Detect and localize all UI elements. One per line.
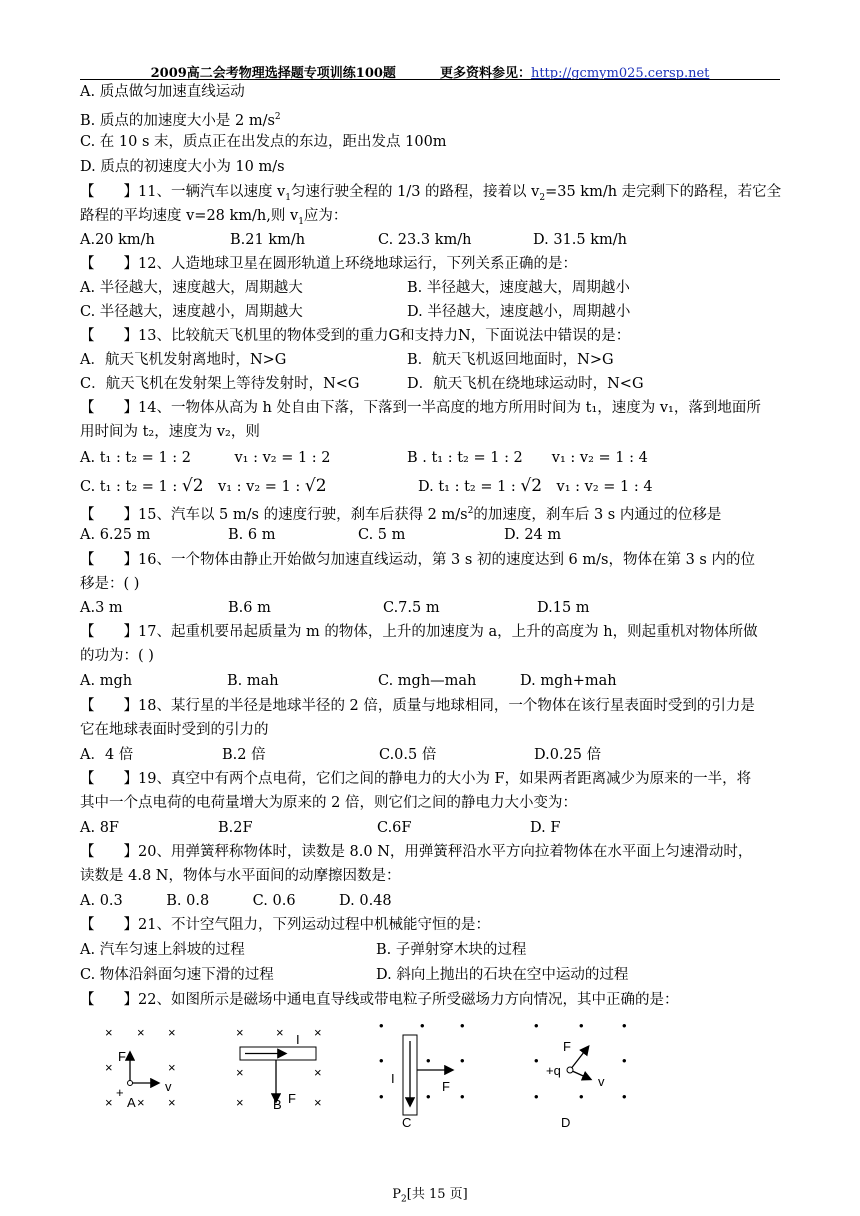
label-v: v	[165, 1079, 172, 1094]
cross-mark: ×	[168, 1095, 176, 1110]
q21-option-b: B. 子弹射穿木块的过程	[376, 942, 527, 958]
q11-option-d: D. 31.5 km/h	[533, 232, 627, 248]
label-plus-q: +q	[546, 1063, 561, 1078]
q22-panel-a	[105, 1025, 176, 1110]
q22-panel-d	[534, 1018, 627, 1130]
q14c-sqrt-b: √2	[304, 476, 327, 496]
q16-stem-1: 【 】16、一个物体由静止开始做匀加速直线运动，第 3 s 初的速度达到 6 m/s，物体在第 3 s 内的位	[80, 552, 755, 568]
q19-option-c: C.6F	[377, 820, 412, 836]
label-f: F	[442, 1079, 450, 1094]
cross-mark: ×	[236, 1025, 244, 1040]
q16-option-c: C.7.5 m	[383, 600, 440, 616]
q14-stem-1: 【 】14、一物体从高为 h 处自由下落，下落到一半高度的地方所用时间为 t₁，速度为 v₁，落到地面所	[80, 400, 761, 416]
dot-mark: •	[379, 1089, 384, 1104]
q11-t2: 1	[285, 192, 291, 203]
cross-mark: ×	[105, 1025, 113, 1040]
q14c-t2: v₁ : v₂ = 1 :	[203, 479, 305, 495]
charge-point	[128, 1081, 133, 1086]
q17-option-a: A. mgh	[80, 673, 133, 689]
label-v: v	[598, 1074, 605, 1089]
q12-option-c: C. 半径越大，速度越小，周期越大	[80, 304, 303, 320]
q12-stem: 【 】12、人造地球卫星在圆形轨道上环绕地球运行，下列关系正确的是：	[80, 256, 577, 272]
q17-option-c: C. mgh—mah	[378, 673, 477, 689]
footer-total: [共 15 页]	[406, 1187, 468, 1202]
q11-option-b: B.21 km/h	[230, 232, 306, 248]
q19-option-b: B.2F	[218, 820, 253, 836]
dot-mark: •	[460, 1089, 465, 1104]
q15-t2: 的加速度，刹车后 3 s 内通过的位移是	[473, 506, 722, 523]
q14-option-d	[418, 476, 653, 497]
q14c-sqrt-a: √2	[181, 476, 204, 496]
q15-t1: 【 】15、汽车以 5 m/s 的速度行驶，刹车后获得 2 m/s	[80, 506, 468, 523]
header-more-label: 更多资料参见：	[439, 66, 531, 81]
page-footer	[0, 1183, 860, 1205]
q19-stem-1: 【 】19、真空中有两个点电荷，它们之间的静电力的大小为 F，如果两者距离减少为原来的一半，将	[80, 771, 752, 787]
q19-stem-2: 其中一个点电荷的电荷量增大为原来的 2 倍，则它们之间的静电力大小变为：	[80, 795, 577, 811]
dot-mark: •	[534, 1018, 539, 1033]
dot-mark: •	[579, 1089, 584, 1104]
q14d-t1: D. t₁ : t₂ = 1 :	[418, 479, 521, 495]
q11-t5: =35 km/h 走完剩下的路程，若它全	[545, 184, 782, 200]
q16-stem-2: 移是：( )	[80, 576, 140, 592]
q13-option-c: C．航天飞机在发射架上等待发射时，N<G	[80, 376, 360, 392]
q17-stem-1: 【 】17、起重机要吊起质量为 m 的物体，上升的加速度为 a，上升的高度为 h，则起重机对物体所做	[80, 624, 758, 640]
q15-option-a: A. 6.25 m	[80, 527, 151, 543]
q11-option-a: A.20 km/h	[80, 232, 155, 248]
q12-option-d: D. 半径越大，速度越小，周期越小	[407, 304, 631, 320]
header-rule	[80, 79, 780, 80]
dot-mark: •	[420, 1018, 425, 1033]
label-i: I	[391, 1071, 395, 1086]
q11-t7: 1	[298, 216, 304, 227]
dot-mark: •	[622, 1018, 627, 1033]
q17-stem-2: 的功为：( )	[80, 648, 154, 664]
q12-option-b: B. 半径越大，速度越大，周期越小	[407, 280, 630, 296]
label-f: F	[563, 1039, 571, 1054]
q15-stem	[80, 501, 721, 525]
q10-option-b-text: B. 质点的加速度大小是 2 m/s	[80, 112, 275, 129]
q19-option-d: D. F	[530, 820, 561, 836]
q10-option-c: C. 在 10 s 末，质点正在出发点的东边，距出发点 100m	[80, 134, 447, 150]
q11-t1: 【 】11、一辆汽车以速度 v	[80, 184, 286, 200]
q21-stem: 【 】21、不计空气阻力，下列运动过程中机械能守恒的是：	[80, 917, 490, 933]
q14d-t2: v₁ : v₂ = 1 : 4	[542, 479, 653, 495]
dot-mark: •	[379, 1018, 384, 1033]
q18-stem-1: 【 】18、某行星的半径是地球半径的 2 倍，质量与地球相同，一个物体在该行星表面时受到的引力是	[80, 698, 755, 714]
q11-stem-2	[80, 206, 347, 232]
label-i: I	[296, 1032, 300, 1047]
q21-option-d: D. 斜向上抛出的石块在空中运动的过程	[376, 967, 629, 983]
dot-mark: •	[579, 1018, 584, 1033]
charge-point	[567, 1067, 573, 1073]
q11-stem-1	[80, 182, 781, 208]
q18-option-d: D.0.25 倍	[534, 747, 602, 763]
dot-mark: •	[622, 1089, 627, 1104]
label-f: F	[118, 1049, 126, 1064]
cross-mark: ×	[314, 1025, 322, 1040]
q11-t3: 匀速行驶全程的 1/3 的路程，接着以 v	[291, 184, 540, 200]
q22-panel-b	[236, 1025, 322, 1112]
cross-mark: ×	[314, 1065, 322, 1080]
q17-option-b: B. mah	[227, 673, 279, 689]
q20-options: A. 0.3 B. 0.8 C. 0.6 D. 0.48	[80, 893, 392, 909]
q18-option-b: B.2 倍	[222, 747, 266, 763]
q16-option-a: A.3 m	[80, 600, 123, 616]
cross-mark: ×	[276, 1025, 284, 1040]
q22-panel-c	[379, 1018, 465, 1130]
dot-mark: •	[379, 1053, 384, 1068]
q20-stem-2: 读数是 4.8 N，物体与水平面间的动摩擦因数是：	[80, 868, 401, 884]
dot-mark: •	[460, 1018, 465, 1033]
q20-stem-1: 【 】20、用弹簧秤称物体时，读数是 8.0 N，用弹簧秤沿水平方向拉着物体在水平面上匀速滑动时，	[80, 844, 753, 860]
cross-mark: ×	[236, 1095, 244, 1110]
cross-mark: ×	[137, 1025, 145, 1040]
q21-option-a: A. 汽车匀速上斜坡的过程	[80, 942, 245, 958]
q11-option-c: C. 23.3 km/h	[378, 232, 472, 248]
q11-t8: 应为：	[303, 208, 348, 224]
q13-option-a: A．航天飞机发射离地时，N>G	[80, 352, 287, 368]
q15-option-d: D. 24 m	[504, 527, 562, 543]
label-f: F	[288, 1091, 296, 1106]
cross-mark: ×	[105, 1095, 113, 1110]
q14c-t1: C. t₁ : t₂ = 1 :	[80, 479, 182, 495]
cross-mark: ×	[137, 1095, 145, 1110]
q13-stem: 【 】13、比较航天飞机里的物体受到的重力G和支持力N，下面说法中错误的是：	[80, 328, 631, 344]
q15-option-c: C. 5 m	[358, 527, 406, 543]
dot-mark: •	[426, 1053, 431, 1068]
panel-label-c: C	[402, 1115, 412, 1130]
q14-option-c	[80, 476, 327, 497]
q10-option-d: D. 质点的初速度大小为 10 m/s	[80, 159, 285, 175]
panel-label-b: B	[273, 1097, 282, 1112]
q12-option-a: A. 半径越大，速度越大，周期越大	[80, 280, 303, 296]
header-title: 2009高二会考物理选择题专项训练100题	[150, 66, 396, 81]
header-url-link[interactable]: http://gcmym025.cersp.net	[530, 66, 710, 81]
cross-mark: ×	[105, 1060, 113, 1075]
q16-option-b: B.6 m	[228, 600, 271, 616]
q18-option-c: C.0.5 倍	[379, 747, 437, 763]
cross-mark: ×	[168, 1025, 176, 1040]
q15-sup: 2	[467, 506, 474, 516]
dot-mark: •	[534, 1089, 539, 1104]
dot-mark: •	[426, 1089, 431, 1104]
q10-option-a: A. 质点做匀加速直线运动	[80, 84, 245, 100]
cross-mark: ×	[236, 1065, 244, 1080]
q22-stem: 【 】22、如图所示是磁场中通电直导线或带电粒子所受磁场力方向情况，其中正确的是：	[80, 992, 679, 1008]
q21-option-c: C. 物体沿斜面匀速下滑的过程	[80, 967, 274, 983]
footer-page-num: 2	[401, 1194, 407, 1205]
q19-option-a: A. 8F	[80, 820, 119, 836]
dot-mark: •	[460, 1053, 465, 1068]
footer-page: P	[392, 1187, 402, 1202]
q18-stem-2: 它在地球表面时受到的引力的	[80, 722, 269, 738]
q10-option-b-sup: 2	[274, 112, 281, 122]
q17-option-d: D. mgh+mah	[520, 673, 617, 689]
q13-option-b: B．航天飞机返回地面时，N>G	[407, 352, 614, 368]
dot-mark: •	[622, 1053, 627, 1068]
q14-stem-2: 用时间为 t₂，速度为 v₂，则	[80, 424, 260, 440]
q16-option-d: D.15 m	[537, 600, 590, 616]
force-arrow	[570, 1047, 588, 1070]
q14d-sqrt: √2	[520, 476, 543, 496]
cross-mark: ×	[314, 1095, 322, 1110]
q14-option-a: A. t₁ : t₂ = 1 : 2 v₁ : v₂ = 1 : 2	[80, 450, 331, 466]
q18-option-a: A．4 倍	[80, 747, 134, 763]
panel-label-a: A	[127, 1095, 136, 1110]
panel-label-d: D	[561, 1115, 571, 1130]
cross-mark: ×	[168, 1060, 176, 1075]
q11-t6: 路程的平均速度 v=28 km/h,则 v	[80, 208, 299, 224]
q15-option-b: B. 6 m	[228, 527, 276, 543]
q10-option-b	[80, 107, 281, 131]
dot-mark: •	[534, 1053, 539, 1068]
q22-figure	[80, 1015, 680, 1135]
label-plus: +	[116, 1085, 124, 1100]
q14-option-b: B . t₁ : t₂ = 1 : 2 v₁ : v₂ = 1 : 4	[407, 450, 648, 466]
q13-option-d: D．航天飞机在绕地球运动时，N<G	[407, 376, 644, 392]
q11-t4: 2	[539, 192, 546, 203]
